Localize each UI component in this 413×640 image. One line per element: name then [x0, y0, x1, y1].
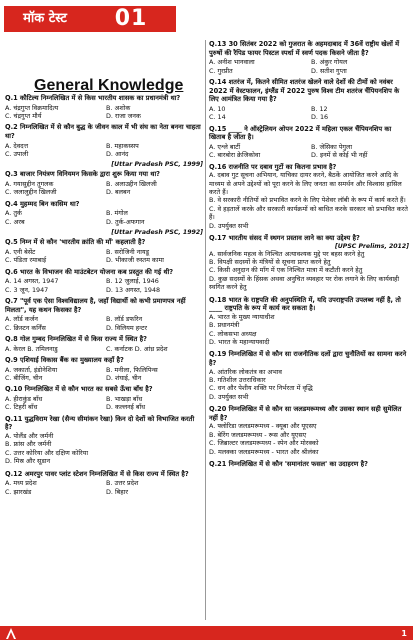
- option: D. बलबन: [106, 188, 131, 197]
- column-divider: [205, 40, 206, 620]
- question-block: [5, 415, 203, 468]
- question-text: Q.7 "पूर्व एक ऐसा विश्वविद्यालय है, जहाँ विद्यार्थी को कभी प्रमाणपत्र नहीं मिलता", यह कथन किसका है?: [5, 297, 186, 314]
- question-text: Q.17 भारतीय संसद में स्थगन प्रस्ताव लाने का क्या उद्देश्य है?: [209, 234, 360, 243]
- question-text: Q.14 शतरंज में, कितने सीमित शतरंज खेलने वाले देशों की टीमों को नवंबर 2022 में वेस्टफालन, इंग्लैंड में 2022 पुरुष विश्व टीम शतरंज चैंपियनशिप के लिए आमंत्रित किया गया है?: [209, 78, 400, 104]
- question-text: Q.1 कौटिल्य निम्नलिखित में से किस भारतीय शासक का प्रधानमंत्री था?: [5, 94, 181, 102]
- option: D. राजा जनक: [106, 112, 141, 120]
- option: A. भारत के मुख्य न्यायाधीश: [209, 312, 275, 321]
- option: B. सरोजिनी नायडू: [106, 247, 149, 256]
- options-grid: [5, 345, 203, 353]
- question-block: [209, 125, 409, 160]
- option: B. 12: [311, 104, 328, 113]
- page-title: General Knowledge: [34, 77, 184, 94]
- options-grid: [5, 479, 203, 496]
- question-block: [209, 163, 409, 232]
- question-block: [5, 470, 203, 496]
- option: C. अरब: [5, 217, 25, 226]
- option: C. लोकसभा अध्यक्ष: [209, 329, 257, 338]
- question-text: Q.13 30 सितंबर 2022 को गुजरात के अहमदाबाद में 36वें राष्ट्रीय खेलों में पुरुषों की रैपिड फायर पिस्टल स्पर्धा में स्वर्ण पदक किसने जीता है?: [209, 40, 400, 57]
- option: C. चंद्रगुप्त मौर्य: [5, 112, 42, 120]
- right-column: [209, 40, 409, 471]
- options-grid: [209, 58, 409, 75]
- question-text: Q.18 भारत के राष्ट्रपति की अनुपस्थिति में, यदि उपराष्ट्रपति उपलब्ध नहीं है, तो ____ राष्ट्रपति के रूप में कार्य कर सकता है।: [209, 295, 401, 313]
- option: B. वे सरकारी नीतियों को प्रभावित करने के लिए पेशेवर लॉबी के रूप में कार्य करते हैं।: [209, 196, 406, 205]
- option: A. एनी बेसेंट: [5, 247, 36, 256]
- question-block: [209, 234, 409, 294]
- option: A. फ्लोरिडा जलडमरूमध्य - क्यूबा और यूएसए: [209, 422, 317, 431]
- option: D. मिस्र और सूडान: [5, 457, 50, 466]
- header-number: 01: [86, 6, 176, 32]
- option: B. बेरिंग जलडमरूमध्य - रूस और यूएसए: [209, 430, 307, 439]
- options-grid: [5, 366, 203, 383]
- option: D. आनंद: [106, 150, 129, 158]
- option: A. तुर्क: [5, 209, 22, 218]
- option: B. प्रधानमंत्री: [209, 321, 240, 330]
- option: D. उपर्युक्त सभी: [209, 221, 249, 230]
- option: D. विलियम हन्टर: [106, 323, 147, 332]
- question-text: Q.16 राजनीति पर दबाव गुटों का कितना प्रभाव है?: [209, 162, 337, 171]
- question-block: [209, 296, 409, 349]
- question-text: Q.12 अमरपुर पावर प्लांट स्टेशन निम्नलिखित में से किस राज्य में स्थित है?: [5, 469, 189, 478]
- option: C. 3 जून, 1947: [5, 285, 49, 294]
- option: D. मलक्का जलडमरूमध्य - भारत और श्रीलंका: [209, 447, 319, 456]
- option: D. बिहार: [106, 487, 128, 496]
- option: D. कल्लनई बाँध: [106, 403, 146, 412]
- option: B. अशोक: [106, 103, 131, 112]
- option: C. जिब्राल्टर जलडमरूमध्य - स्पेन और मोरक्को: [209, 439, 319, 448]
- question-text: Q.4 मुहम्मद बिन कासिम था?: [5, 199, 80, 208]
- option: A. हीराकुंड बाँध: [5, 395, 43, 404]
- options-grid: [5, 180, 203, 197]
- option: C. धन और पेशीय शक्ति पर निर्भरता में वृद्धि: [209, 384, 313, 393]
- option: C. उपाली: [5, 150, 29, 158]
- option: D. इनमें से कोई भी नहीं: [311, 151, 368, 160]
- option: D. सतीश गुप्ता: [311, 66, 347, 75]
- question-block: [5, 335, 203, 353]
- options-grid: [209, 105, 409, 122]
- option: A. चंद्रगुप्त विक्रमादित्य: [5, 103, 59, 112]
- option: D. 13 अगस्त, 1948: [106, 285, 161, 294]
- option: D. कुछ सदस्यों के हिंसक अथवा अनुचित व्यवहार पर रोक लगाने के लिए कार्यवाही स्थगित करने हेतु: [209, 274, 400, 292]
- option: B. फ्रांस और जर्मनी: [5, 440, 52, 449]
- question-block: [209, 405, 409, 458]
- question-text: Q.19 निम्नलिखित में से कौन सा राजनीतिक दलों द्वारा चुनौतियों का सामना करने है?: [209, 350, 407, 368]
- question-text: Q.21 निम्नलिखित में से कौन 'समानांतर फसल' का उदाहरण है?: [209, 460, 368, 469]
- option: B. 12 जुलाई, 1946: [106, 277, 159, 286]
- option: C. पंडिता रमाबाई: [5, 256, 47, 265]
- question-block: [5, 385, 203, 411]
- question-text: Q.3 बाजार नियंत्रण विनियमन किसके द्वारा शुरू किया गया था?: [5, 170, 160, 179]
- option: A. केरल B. तमिलनाडु: [5, 344, 58, 353]
- question-block: [5, 297, 203, 332]
- option: C. वे हड़तालें करके और सरकारी कार्यक्रमों को बाधित करके सरकार को प्रभावित करते हैं।: [209, 204, 408, 222]
- options-grid: [5, 395, 203, 412]
- options-grid: [209, 143, 409, 160]
- option: C. झारखंड: [5, 487, 32, 496]
- option: A. गयासुद्दीन तुगलक: [5, 180, 54, 188]
- option: A. 10: [209, 104, 226, 113]
- question-block: [5, 94, 203, 120]
- option: D. उपर्युक्त सभी: [209, 392, 249, 401]
- header-bar: [0, 0, 413, 40]
- option: B. विपक्षी सदस्यों के मंत्रियों से सूचना प्राप्त करने हेतु: [209, 258, 331, 267]
- option: B. अलाउद्दीन खिलजी: [106, 180, 157, 188]
- option: C. किसी अनुदान की माँग में एक निश्चित मात्रा में कटौती करने हेतु: [209, 266, 363, 275]
- question-block: [209, 78, 409, 122]
- option: B. अंकुर गोयल: [311, 58, 348, 67]
- question-block: [5, 268, 203, 294]
- options-grid: [5, 277, 203, 294]
- option: A. देवदत्त: [5, 141, 29, 150]
- question-block: [5, 123, 203, 168]
- header-label: मॉक टेस्ट: [4, 6, 86, 32]
- option: A. दबाव गुट सूचना अभियान, याचिका दायर करने, बैठकें आयोजित करने आदि के माध्यम से अपने उद्देश्यों को पूरा करने के लिए जनता का समर्थन और विश्वास हासिल करते हैं।: [209, 171, 402, 196]
- question-block: [209, 40, 409, 75]
- option: A. लॉर्ड कर्जन: [5, 315, 38, 324]
- option: D. तुर्क-अफगान: [106, 217, 145, 226]
- options-grid: [5, 248, 203, 265]
- question-text: Q.5 निम्न में से कौन 'भारतीय क्रांति की माँ' कहलाती है?: [5, 238, 146, 247]
- options-grid: [5, 104, 203, 121]
- logo-icon: [6, 628, 16, 639]
- option: C. क्रिस्टन कर्निंस: [5, 323, 46, 332]
- option: D. भारत के महान्यायवादी: [209, 338, 270, 347]
- question-text: Q.6 भारत के विभाजन की माउंटबेटन योजना कब प्रस्तुत की गई थी?: [5, 267, 174, 276]
- option: C. टिहरी बाँध: [5, 403, 38, 412]
- footer-bar: [0, 626, 413, 640]
- option: B. भाखड़ा बाँध: [106, 395, 143, 404]
- option: D. शंघाई, चीन: [106, 374, 142, 383]
- option: C. गुरप्रीत: [209, 66, 233, 75]
- option: C. उत्तर कोरिया और दक्षिण कोरिया: [5, 448, 88, 457]
- question-text: Q.2 निम्नलिखित में से कौन बुद्ध के जीवन काल में भी संघ का नेता बनना चाहता था?: [5, 123, 201, 140]
- option: A. आंतरिक लोकतंत्र का अभाव: [209, 367, 282, 376]
- option: B. मंगोल: [106, 209, 128, 218]
- question-block: [5, 170, 203, 196]
- option: C. जलालुद्दीन खिलजी: [5, 188, 57, 197]
- option: B. महाकस्सप: [106, 141, 139, 150]
- source-citation: [Uttar Pradesh PSC, 1992]: [111, 229, 203, 237]
- option: A. 14 अगस्त, 1947: [5, 277, 59, 286]
- question-block: [209, 350, 409, 403]
- option: C. बीजिंग, चीन: [5, 374, 43, 383]
- options-grid: [5, 142, 203, 159]
- question-block: [209, 460, 409, 469]
- source-citation: [Uttar Pradesh PSC, 1999]: [111, 161, 203, 169]
- question-text: Q.10 निम्नलिखित में से कौन भारत का सबसे ऊँचा बाँध है?: [5, 385, 153, 394]
- option: B. गतिशील उत्तराधिकार: [209, 376, 266, 385]
- option: B. जेसिका पेगुला: [311, 142, 352, 151]
- option: C. बारबोरा क्रेजिकोवा: [209, 151, 261, 160]
- question-text: Q.20 निम्नलिखित में से कौन सा जलडमरूमध्य और उसका स्थान सही सुमेलित नहीं है?: [209, 405, 402, 422]
- question-text: Q.15 ____ ने ऑस्ट्रेलियन ओपन 2022 में महिला एकल चैंपियनशिप का खिताब है जीता है।: [209, 124, 392, 142]
- option: D. भीकाजी रुस्तम कामा: [106, 256, 164, 265]
- option: A. जकार्ता, इंडोनेशिया: [5, 365, 58, 374]
- option: B. लॉर्ड डफरिन: [106, 315, 143, 324]
- option: C. कर्नाटक D. आंध्र प्रदेश: [106, 344, 168, 353]
- question-text: Q.8 गोल गुम्बद निम्नलिखित में से किस राज्य में स्थित है?: [5, 335, 147, 344]
- question-text: Q.9 एशियाई विकास बैंक का मुख्यालय कहाँ है?: [5, 356, 124, 365]
- option: B. उत्तर प्रदेश: [106, 479, 139, 488]
- option: B. मनीला, फिलिपिन्स: [106, 365, 158, 374]
- question-block: [5, 356, 203, 382]
- option: A. एश्ले बार्टी: [209, 142, 241, 151]
- options-grid: [5, 315, 203, 332]
- question-text: Q.11 युद्धविराम रेखा (सैन्य सीमांकन रेखा) किन दो देशों को विभाजित करती है?: [5, 414, 195, 432]
- source-citation: [UPSC Prelims, 2012]: [334, 242, 409, 250]
- left-column: [5, 94, 203, 499]
- option: A. सार्वजनिक महत्व के निश्चित अत्यावश्यक मुद्दे पर बहस करने हेतु: [209, 249, 365, 258]
- options-grid: [5, 209, 203, 226]
- question-block: [5, 238, 203, 264]
- question-block: [5, 200, 203, 236]
- option: A. मध्य प्रदेश: [5, 479, 37, 488]
- option: A. पोलैंड और जर्मनी: [5, 432, 54, 441]
- page-number: 1: [401, 629, 407, 638]
- option: C. 14: [209, 113, 226, 122]
- option: D. 16: [311, 113, 329, 122]
- option: A. अनीश भानवाला: [209, 58, 255, 67]
